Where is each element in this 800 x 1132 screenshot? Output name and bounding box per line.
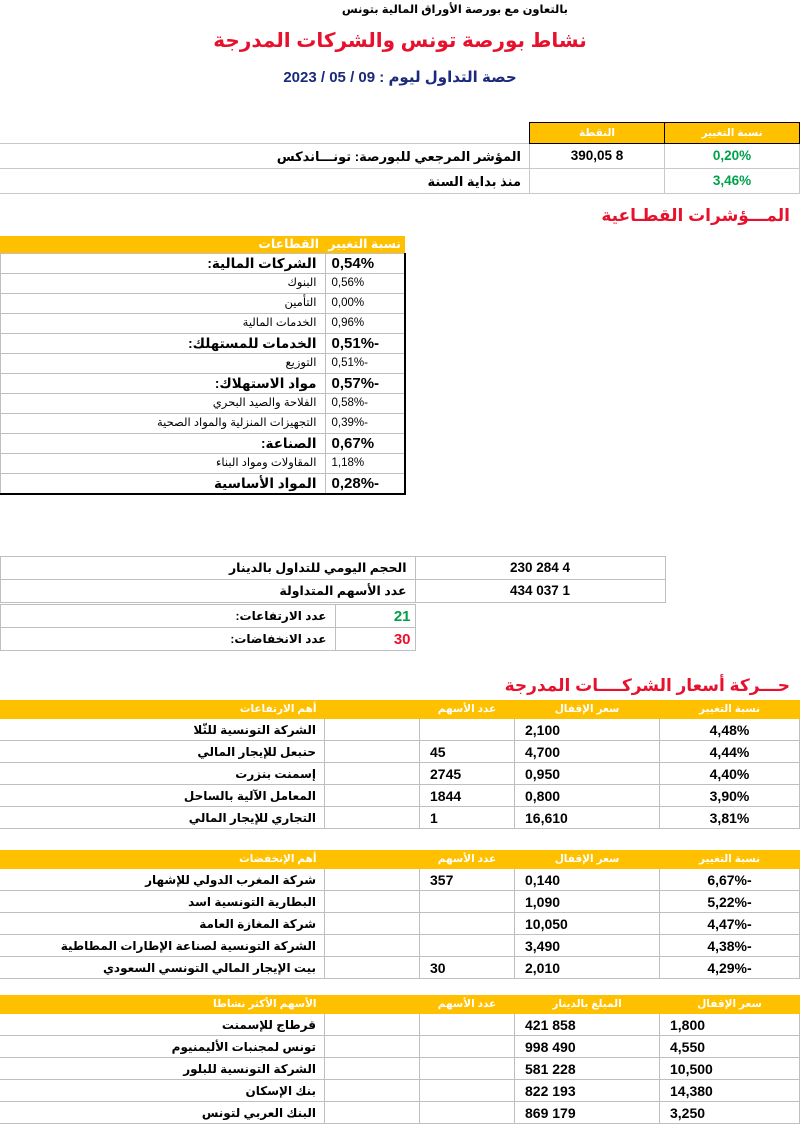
sector-row-spacer	[405, 374, 800, 394]
empty-cell	[325, 1014, 420, 1036]
top-losers-table	[0, 850, 800, 979]
close-price-value: 0,140	[515, 869, 660, 891]
sector-row	[0, 374, 800, 394]
close-price-value: 4,700	[515, 741, 660, 763]
sector-name-label: المقاولات ومواد البناء	[0, 454, 325, 474]
table-row	[0, 557, 800, 580]
gainers-header-title: أهم الارتفاعات	[0, 700, 325, 719]
company-name-label: بيت الإيجار المالي التونسي السعودي	[0, 957, 325, 979]
sector-name-label: البنوك	[0, 274, 325, 294]
company-name-label: الشركة التونسية للبلور	[0, 1058, 325, 1080]
index-header-spacer2	[0, 123, 345, 144]
loser-row	[0, 891, 800, 913]
shares-qty-value: 1	[420, 807, 515, 829]
index-header-spacer	[345, 123, 530, 144]
losers-header-row	[0, 850, 800, 869]
sector-header-change: نسبة التغيير	[325, 236, 405, 254]
daily-volume-value: 4 284 230	[415, 557, 665, 580]
shares-qty-value	[420, 935, 515, 957]
loser-row	[0, 869, 800, 891]
active-header-qty: عدد الأسهم	[420, 995, 515, 1014]
empty-cell	[325, 1102, 420, 1124]
close-price-value: 14,380	[660, 1080, 800, 1102]
sectors-section-title: المـــؤشرات القطـاعية	[601, 206, 790, 225]
change-percent-value: -4,47%	[660, 913, 800, 935]
sector-change-value: 1,18%	[325, 454, 405, 474]
company-name-label: البنك العربي لتونس	[0, 1102, 325, 1124]
ytd-label: منذ بداية السنة	[0, 169, 530, 194]
active-row	[0, 1102, 800, 1124]
sector-row-spacer	[405, 434, 800, 454]
losers-header-change: نسبة التغيير	[660, 850, 800, 869]
advances-count-label: عدد الارتفاعات:	[0, 605, 335, 628]
shares-qty-value: 30	[420, 957, 515, 979]
change-percent-value: -4,38%	[660, 935, 800, 957]
company-name-label: قرطاج للإسمنت	[0, 1014, 325, 1036]
company-name-label: الشركة التونسية للثّلا	[0, 719, 325, 741]
amount-value: 179 869	[515, 1102, 660, 1124]
empty-cell	[325, 1058, 420, 1080]
gainer-row	[0, 763, 800, 785]
amount-value: 490 998	[515, 1036, 660, 1058]
table-row	[0, 144, 800, 169]
sector-row-spacer	[405, 454, 800, 474]
close-price-value: 3,490	[515, 935, 660, 957]
shares-qty-value	[420, 1058, 515, 1080]
sector-row-spacer	[405, 414, 800, 434]
close-price-value: 0,800	[515, 785, 660, 807]
change-percent-value: 4,44%	[660, 741, 800, 763]
stats-spacer	[665, 557, 800, 580]
close-price-value: 16,610	[515, 807, 660, 829]
sector-row	[0, 334, 800, 354]
top-gainers-table	[0, 700, 800, 829]
loser-row	[0, 913, 800, 935]
empty-cell	[325, 869, 420, 891]
sector-name-label: المواد الأساسية	[0, 474, 325, 495]
advances-declines-table	[0, 604, 800, 651]
empty-cell	[325, 807, 420, 829]
losers-header-qty: عدد الأسهم	[420, 850, 515, 869]
sector-change-value: -0,57%	[325, 374, 405, 394]
sector-row-spacer	[405, 274, 800, 294]
page-title: نشاط بورصة تونس والشركات المدرجة	[213, 30, 587, 52]
ytd-points-value	[530, 169, 665, 194]
partner-credit-line: بالتعاون مع بورصة الأوراق المالية بتونس	[341, 4, 568, 16]
change-percent-value: -5,22%	[660, 891, 800, 913]
close-price-value: 2,010	[515, 957, 660, 979]
active-header-row	[0, 995, 800, 1014]
sector-change-value: 0,54%	[325, 254, 405, 274]
empty-cell	[325, 719, 420, 741]
shares-qty-value	[420, 1036, 515, 1058]
change-percent-value: -6,67%	[660, 869, 800, 891]
shares-qty-value	[420, 913, 515, 935]
gainer-row	[0, 807, 800, 829]
most-active-table	[0, 995, 800, 1124]
active-row	[0, 1036, 800, 1058]
shares-traded-label: عدد الأسهم المتداولة	[0, 580, 415, 603]
close-price-value: 3,250	[660, 1102, 800, 1124]
sector-row	[0, 294, 800, 314]
shares-qty-value: 2745	[420, 763, 515, 785]
company-name-label: المعامل الآلية بالساحل	[0, 785, 325, 807]
index-points-value: 8 390,05	[530, 144, 665, 169]
index-change-value: 0,20%	[665, 144, 800, 169]
sector-row	[0, 414, 800, 434]
shares-traded-value: 1 037 434	[415, 580, 665, 603]
shares-qty-value	[420, 1102, 515, 1124]
sector-row-spacer	[405, 354, 800, 374]
close-price-value: 4,550	[660, 1036, 800, 1058]
sector-header-row	[0, 236, 800, 254]
losers-header-blank	[325, 850, 420, 869]
gainers-header-change: نسبة التغيير	[660, 700, 800, 719]
sector-change-value: -0,51%	[325, 354, 405, 374]
index-header-points: النقطة	[530, 123, 665, 144]
active-row	[0, 1058, 800, 1080]
table-row	[0, 605, 800, 628]
ytd-change-value: 3,46%	[665, 169, 800, 194]
sector-header-name: القطاعات	[0, 236, 325, 254]
sector-row-spacer	[405, 294, 800, 314]
company-name-label: حنبعل للإيجار المالي	[0, 741, 325, 763]
empty-cell	[325, 1080, 420, 1102]
sector-name-label: التجهيزات المنزلية والمواد الصحية	[0, 414, 325, 434]
sector-name-label: مواد الاستهلاك:	[0, 374, 325, 394]
stats-spacer2	[665, 580, 800, 603]
sector-row	[0, 274, 800, 294]
empty-cell	[325, 891, 420, 913]
empty-cell	[325, 935, 420, 957]
sector-row-spacer	[405, 314, 800, 334]
sector-name-label: الفلاحة والصيد البحري	[0, 394, 325, 414]
shares-qty-value: 357	[420, 869, 515, 891]
empty-cell	[325, 763, 420, 785]
reference-index-table	[0, 122, 800, 194]
losers-header-close: سعر الإقفال	[515, 850, 660, 869]
sector-change-value: -0,51%	[325, 334, 405, 354]
sector-row	[0, 474, 800, 495]
amount-value: 228 581	[515, 1058, 660, 1080]
shares-qty-value	[420, 1014, 515, 1036]
active-row	[0, 1080, 800, 1102]
sector-name-label: الصناعة:	[0, 434, 325, 454]
company-name-label: إسمنت بنزرت	[0, 763, 325, 785]
sector-change-value: -0,28%	[325, 474, 405, 495]
shares-qty-value: 45	[420, 741, 515, 763]
sector-change-value: 0,67%	[325, 434, 405, 454]
sector-change-value: 0,56%	[325, 274, 405, 294]
empty-cell	[325, 741, 420, 763]
sector-name-label: التأمين	[0, 294, 325, 314]
active-header-close: سعر الإقفال	[660, 995, 800, 1014]
daily-volume-label: الحجم اليومي للتداول بالدينار	[0, 557, 415, 580]
close-price-value: 1,090	[515, 891, 660, 913]
sector-name-label: الشركات المالية:	[0, 254, 325, 274]
sector-change-value: 0,00%	[325, 294, 405, 314]
index-label: المؤشر المرجعي للبورصة: تونـــاندكس	[0, 144, 530, 169]
gainers-header-row	[0, 700, 800, 719]
sector-name-label: الخدمات المالية	[0, 314, 325, 334]
loser-row	[0, 935, 800, 957]
change-percent-value: 3,90%	[660, 785, 800, 807]
sector-row-spacer	[405, 394, 800, 414]
sector-row	[0, 394, 800, 414]
counts-spacer	[415, 605, 800, 628]
sector-name-label: التوزيع	[0, 354, 325, 374]
gainer-row	[0, 741, 800, 763]
table-row	[0, 628, 800, 651]
active-row	[0, 1014, 800, 1036]
shares-qty-value	[420, 891, 515, 913]
sector-row	[0, 354, 800, 374]
empty-cell	[325, 913, 420, 935]
sector-row	[0, 454, 800, 474]
gainers-header-qty: عدد الأسهم	[420, 700, 515, 719]
index-header-row	[0, 123, 800, 144]
table-row	[0, 580, 800, 603]
sector-row	[0, 434, 800, 454]
sector-change-value: 0,96%	[325, 314, 405, 334]
change-percent-value: -4,29%	[660, 957, 800, 979]
shares-qty-value: 1844	[420, 785, 515, 807]
gainers-header-close: سعر الإقفال	[515, 700, 660, 719]
sector-row	[0, 254, 800, 274]
company-name-label: بنك الإسكان	[0, 1080, 325, 1102]
close-price-value: 1,800	[660, 1014, 800, 1036]
close-price-value: 2,100	[515, 719, 660, 741]
active-header-title: الأسهم الأكثر نشاطا	[0, 995, 325, 1014]
amount-value: 858 421	[515, 1014, 660, 1036]
close-price-value: 10,500	[660, 1058, 800, 1080]
table-row	[0, 169, 800, 194]
market-volume-table	[0, 556, 800, 603]
shares-qty-value	[420, 719, 515, 741]
company-name-label: شركة المغازة العامة	[0, 913, 325, 935]
shares-qty-value	[420, 1080, 515, 1102]
empty-cell	[325, 785, 420, 807]
company-name-label: شركة المغرب الدولي للإشهار	[0, 869, 325, 891]
change-percent-value: 4,48%	[660, 719, 800, 741]
sector-name-label: الخدمات للمستهلك:	[0, 334, 325, 354]
declines-count-value: 30	[335, 628, 415, 651]
change-percent-value: 3,81%	[660, 807, 800, 829]
company-name-label: تونس لمجنبات الأليمنيوم	[0, 1036, 325, 1058]
losers-header-title: أهم الإنخفضات	[0, 850, 325, 869]
index-header-change: نسبة التغيير	[665, 123, 800, 144]
sector-row-spacer	[405, 254, 800, 274]
session-date-subtitle: حصة التداول ليوم : 09 / 05 / 2023	[283, 69, 517, 86]
change-percent-value: 4,40%	[660, 763, 800, 785]
amount-value: 193 822	[515, 1080, 660, 1102]
close-price-value: 10,050	[515, 913, 660, 935]
gainer-row	[0, 719, 800, 741]
empty-cell	[325, 1036, 420, 1058]
movements-section-title: حـــركة أسعار الشركــــات المدرجة	[504, 676, 790, 695]
company-name-label: التجاري للإيجار المالي	[0, 807, 325, 829]
empty-cell	[325, 957, 420, 979]
sector-row-spacer	[405, 334, 800, 354]
sector-indices-table	[0, 236, 800, 495]
declines-count-label: عدد الانخفاضات:	[0, 628, 335, 651]
active-header-blank	[325, 995, 420, 1014]
gainer-row	[0, 785, 800, 807]
sector-row-spacer	[405, 474, 800, 495]
sector-change-value: -0,39%	[325, 414, 405, 434]
close-price-value: 0,950	[515, 763, 660, 785]
gainers-header-blank	[325, 700, 420, 719]
active-header-amount: المبلغ بالدينار	[515, 995, 660, 1014]
loser-row	[0, 957, 800, 979]
advances-count-value: 21	[335, 605, 415, 628]
company-name-label: البطارية التونسية اسد	[0, 891, 325, 913]
company-name-label: الشركة التونسية لصناعة الإطارات المطاطية	[0, 935, 325, 957]
sector-row	[0, 314, 800, 334]
counts-spacer2	[415, 628, 800, 651]
sector-change-value: -0,58%	[325, 394, 405, 414]
sector-header-spacer	[405, 236, 800, 254]
